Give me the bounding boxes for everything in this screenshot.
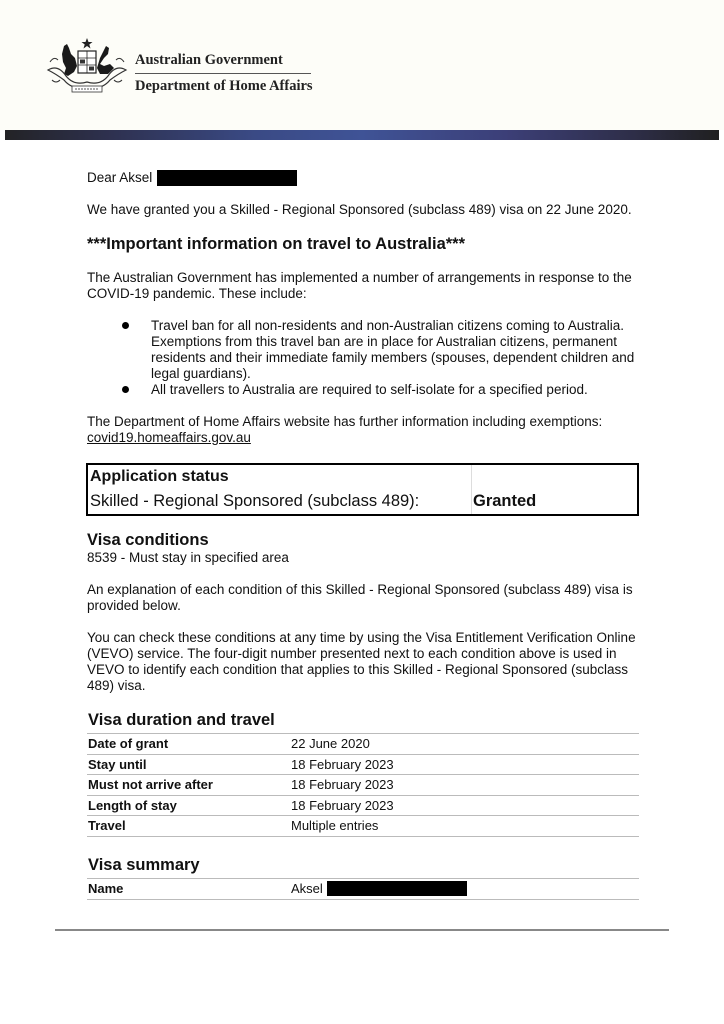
row-value: 18 February 2023 — [291, 777, 394, 793]
bullet-item — [87, 318, 639, 382]
row-label: Length of stay — [88, 797, 177, 813]
bullet-text: Travel ban for all non-residents and non-Australian citizens coming to Australia. Exemptions from this travel ban are in place for Australian citizens, permanent residents and their immediate family members (spouses, dependent children and legal guardians). — [151, 318, 635, 381]
covid-intro: The Australian Government has implemented a number of arrangements in response to the COVID-19 pandemic. These include: — [87, 270, 632, 301]
department-name: Department of Home Affairs — [135, 78, 313, 94]
bullet-icon — [122, 322, 129, 329]
conditions-title: Visa conditions — [87, 531, 209, 549]
website-text: The Department of Home Affairs website has further information including exemptions: — [87, 414, 603, 429]
salutation-text: Dear Aksel — [87, 170, 153, 185]
row-label: Date of grant — [88, 736, 169, 752]
table-row — [87, 734, 639, 755]
row-label: Travel — [88, 818, 126, 834]
visa-summary-table — [87, 856, 639, 900]
name-text: Aksel — [291, 881, 323, 897]
row-value — [291, 881, 639, 896]
condition-item: 8539 - Must stay in specified area — [87, 550, 289, 565]
row-label: Stay until — [88, 756, 147, 772]
row-value: Multiple entries — [291, 818, 379, 834]
application-status-box — [86, 463, 639, 516]
agency-name — [135, 52, 313, 95]
grant-sentence: We have granted you a Skilled - Regional Sponsored (subclass 489) visa on 22 June 2020. — [87, 202, 632, 217]
duration-title: Visa duration and travel — [87, 711, 639, 734]
salutation — [87, 170, 639, 186]
summary-title: Visa summary — [87, 856, 639, 879]
table-row — [87, 775, 639, 796]
website-info — [87, 414, 639, 446]
row-label: Name — [88, 881, 124, 897]
bullet-text: All travellers to Australia are required to self-isolate for a specified period. — [151, 382, 588, 397]
bullet-icon — [122, 386, 129, 393]
bullet-item — [87, 382, 639, 398]
letter-body — [87, 170, 639, 446]
table-row — [87, 755, 639, 776]
vevo-info: You can check these conditions at any time by using the Visa Entitlement Verification Online (VEVO) service. The four-digit number presented next to each condition above is used in VEVO to identify each condition that applies to this Skilled - Regional Sponsored (subclass 489) visa. — [87, 630, 636, 693]
government-name: Australian Government — [135, 52, 311, 74]
row-value: 22 June 2020 — [291, 736, 370, 752]
visa-conditions — [87, 531, 639, 694]
redacted-surname — [327, 881, 467, 896]
table-row — [87, 816, 639, 837]
conditions-explanation: An explanation of each condition of this Skilled - Regional Sponsored (subclass 489) visa is provided below. — [87, 582, 633, 613]
covid-website-link[interactable]: covid19.homeaffairs.gov.au — [87, 430, 251, 445]
status-visa-name: Skilled - Regional Sponsored (subclass 489): — [90, 492, 420, 510]
row-value: 18 February 2023 — [291, 756, 394, 772]
table-row — [87, 796, 639, 817]
header-gradient-bar — [5, 130, 719, 140]
redacted-surname — [157, 170, 297, 186]
visa-duration-table — [87, 711, 639, 837]
row-label: Must not arrive after — [88, 777, 213, 793]
important-heading: ***Important information on travel to Australia*** — [87, 235, 466, 253]
status-divider — [471, 465, 472, 514]
letterhead — [0, 0, 724, 130]
footer-divider — [55, 929, 669, 931]
covid-bullets — [87, 318, 639, 398]
table-row — [87, 879, 639, 900]
status-badge: Granted — [473, 492, 537, 510]
coat-of-arms-icon — [44, 36, 130, 98]
row-value: 18 February 2023 — [291, 797, 394, 813]
status-title: Application status — [90, 468, 229, 485]
